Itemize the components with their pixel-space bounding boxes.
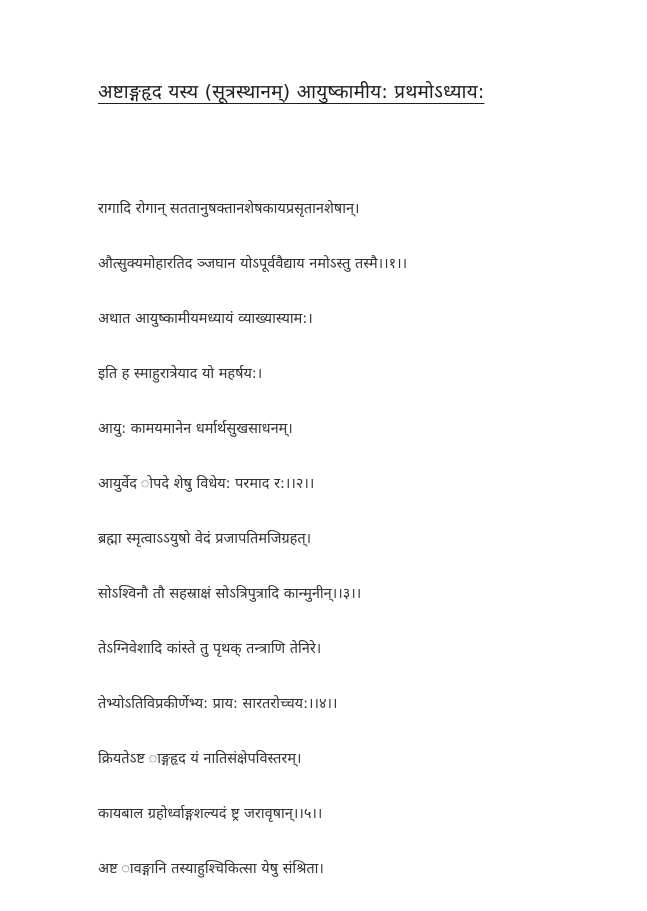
verse-line: अष्ट ावङ्गानि तस्याहुश्चिकित्सा येषु संश्रिता।: [98, 861, 324, 877]
verse-line: तेऽग्निवेशादि कांस्ते तु पृथक् तन्त्राणि तेनिरे।: [98, 641, 322, 657]
verse-line: ब्रह्मा स्मृत्वाऽऽयुषो वेदं प्रजापतिमजिग्रहत्।: [98, 531, 312, 547]
verse-line: अथात आयुष्कामीयमध्यायं व्याख्यास्याम:।: [98, 311, 313, 327]
chapter-title: अष्टाङ्गहृद यस्य (सूत्रस्थानम्) आयुष्कामीय: प्रथमोऽध्याय:: [98, 81, 485, 103]
verse-line: रागादि रोगान् सततानुषक्तानशेषकायप्रसृतानशेषान्।: [98, 201, 360, 217]
verse-line: आयुर्वेद ोपदे शेषु विधेय: परमाद र:।।२।।: [98, 476, 315, 492]
verse-line: आयु: कामयमानेन धर्मार्थसुखसाधनम्।: [98, 421, 293, 437]
verse-list: [98, 196, 618, 911]
verse-line: इति ह स्माहुरात्रेयाद यो महर्षय:।: [98, 366, 263, 382]
verse-line: क्रियतेऽष्ट ाङ्गहृद यं नातिसंक्षेपविस्तरम्।: [98, 751, 302, 767]
verse-line: औत्सुक्यमोहारतिद ञ्जघान योऽपूर्ववैद्याय नमोऽस्तु तस्मै।।१।।: [98, 256, 408, 272]
verse-line: तेभ्योऽतिविप्रकीर्णेभ्य: प्राय: सारतरोच्चय:।।४।।: [98, 696, 338, 712]
verse-line: सोऽश्विनौ तौ सहस्राक्षं सोऽत्रिपुत्रादि कान्मुनीन्।।३।।: [98, 586, 362, 602]
verse-line: कायबाल ग्रहोर्ध्वाङ्गशल्यदं ष्ट्र जरावृषान्।।५।।: [98, 806, 323, 822]
